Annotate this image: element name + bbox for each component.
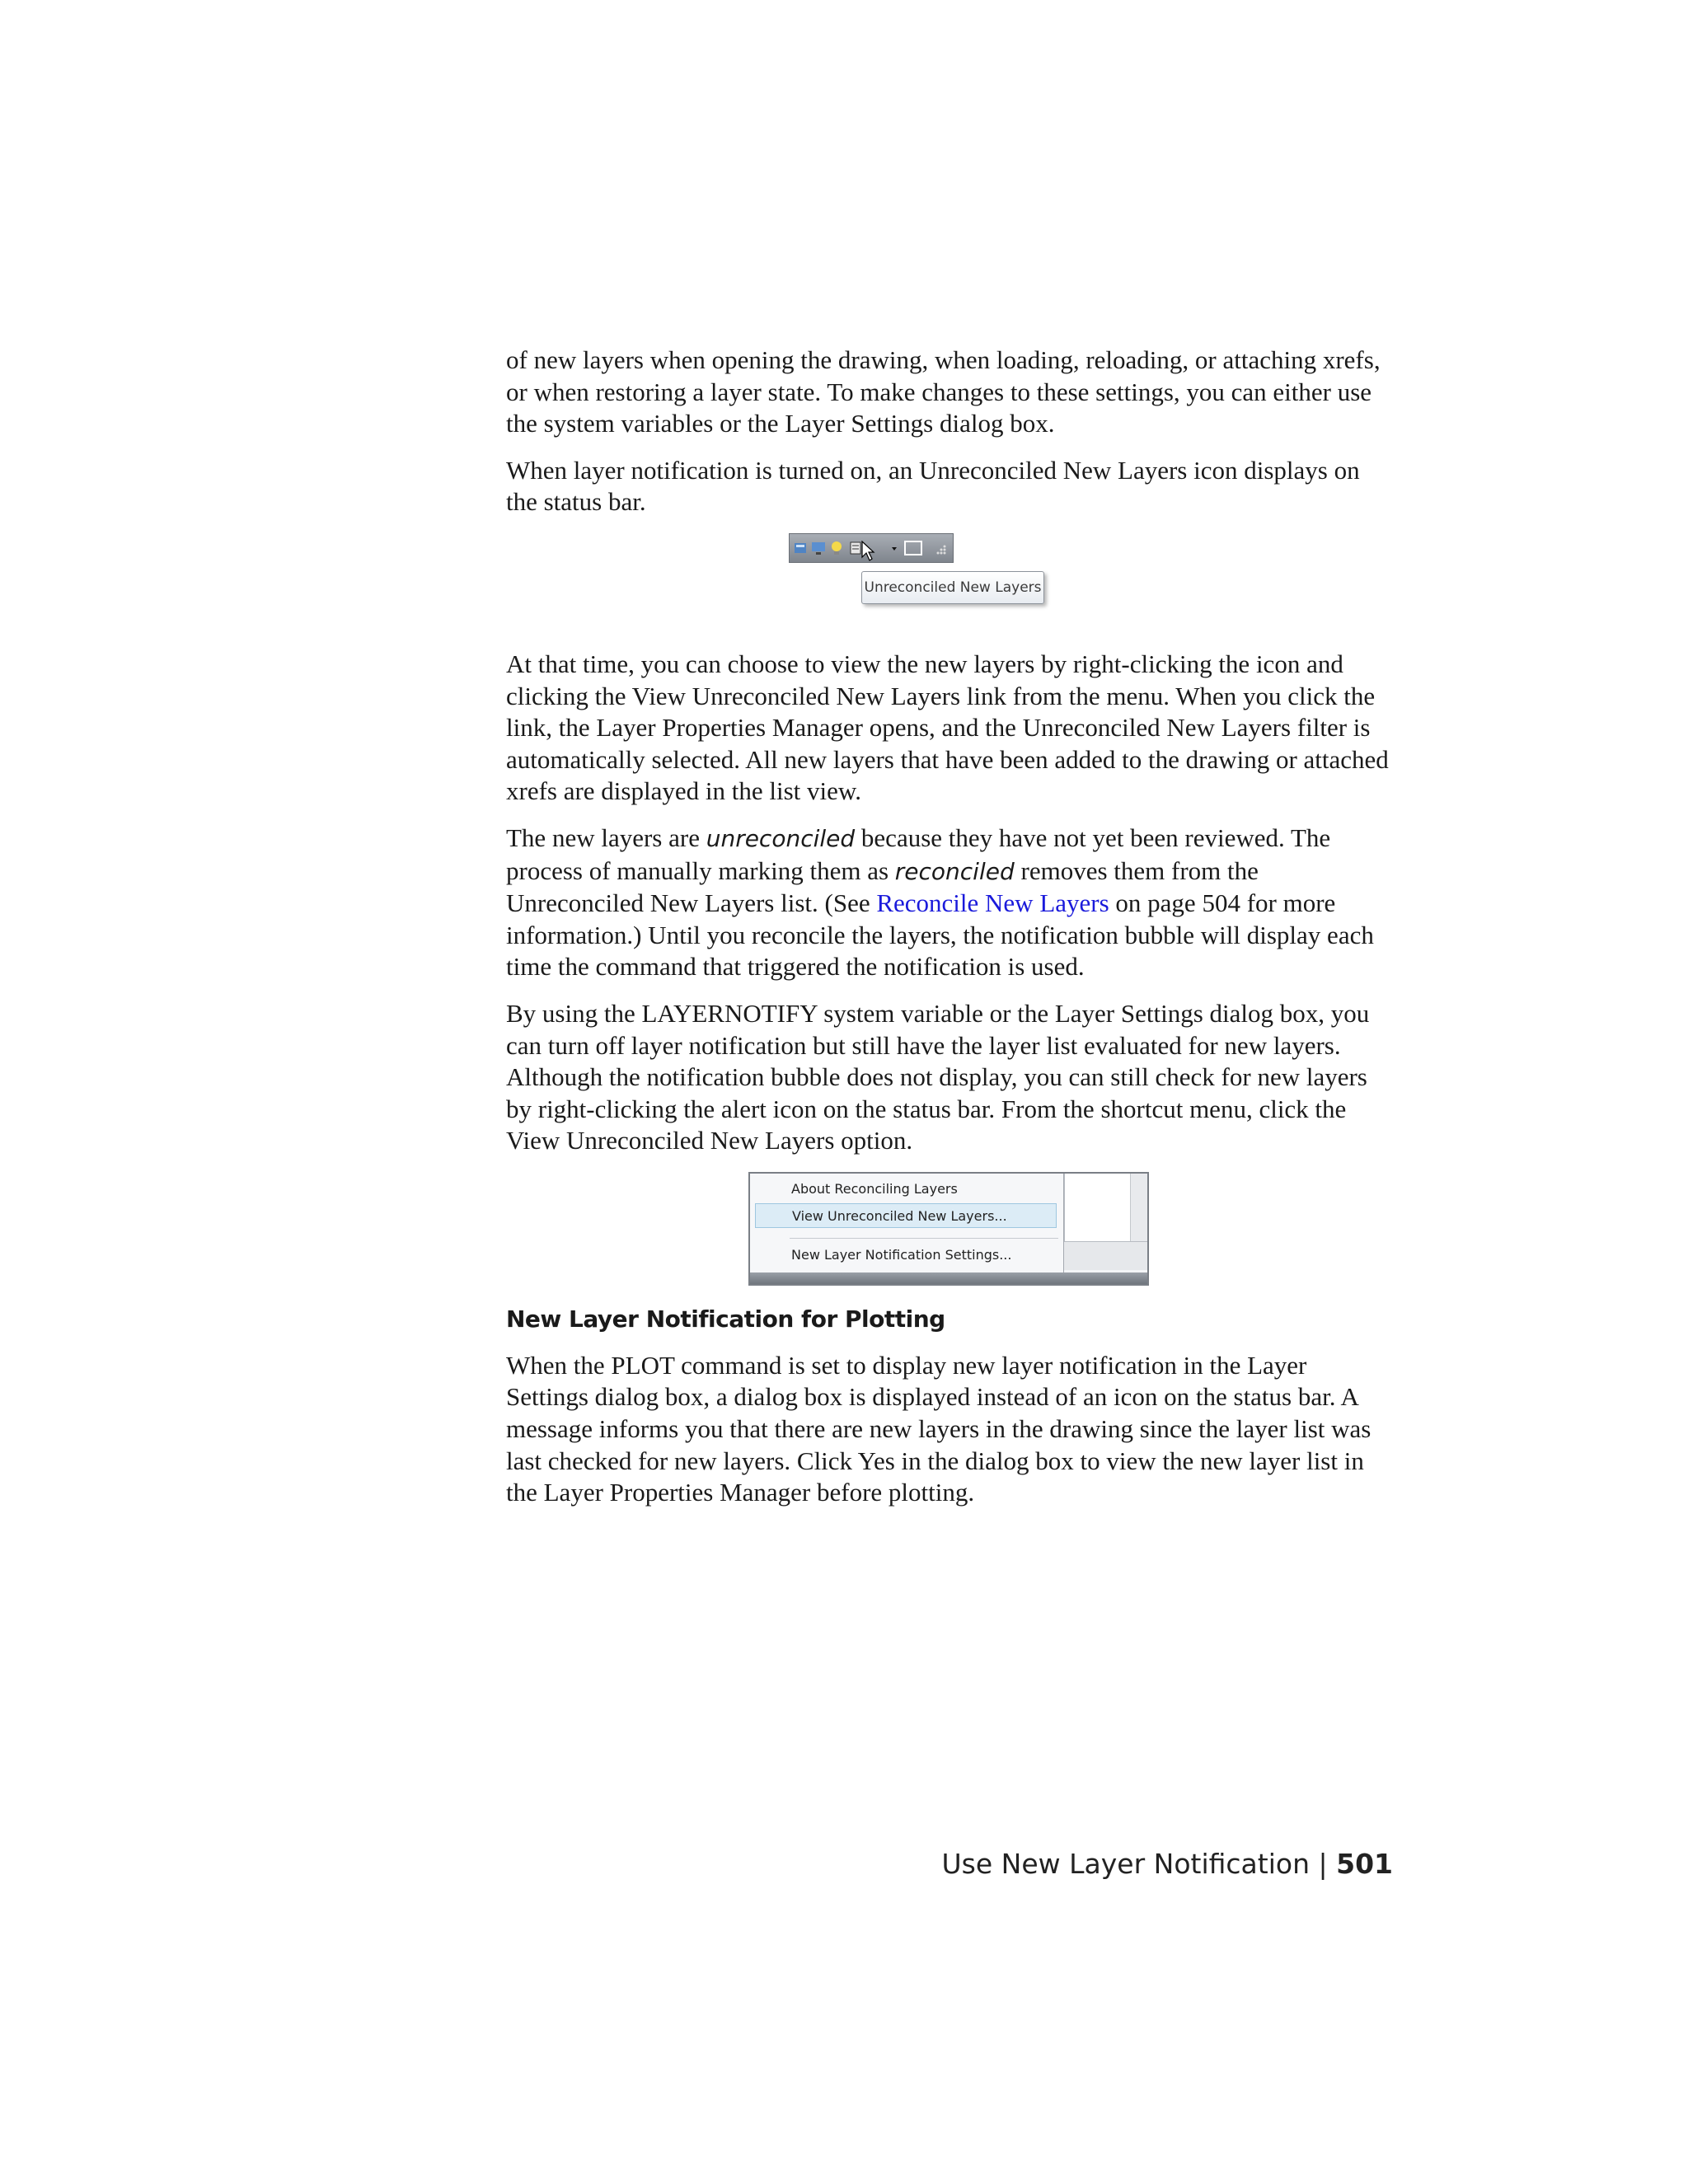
menu-item-view-unreconciled-new-layers[interactable]: View Unreconciled New Layers... [755,1203,1057,1228]
paragraph-4-text-c: removes them from the Unreconciled New Layers list. (See [506,855,1259,918]
lightbulb-icon [829,540,844,556]
paragraph-2: When layer notification is turned on, an Unreconciled New Layers icon displays on the status bar. [506,455,1360,517]
list-pane [1064,1174,1147,1241]
monitor-icon [811,540,826,556]
paragraph-3: At that time, you can choose to view the new layers by right-clicking the icon and clicking the View Unreconciled New Layers link from the menu. When you click the link, the Layer Properties Manager opens, and the Unreconciled New Layers filter is automatically selected. All new layers that have been added to the drawing or attached xrefs are displayed in the list view. [506,649,1389,806]
page-number: 501 [1336,1848,1393,1880]
status-bar [789,533,954,563]
mouse-cursor-icon [860,541,875,562]
page-content [506,344,1393,1524]
layer-icon [793,540,808,556]
vertical-scrollbar[interactable] [1130,1174,1147,1241]
horizontal-scrollbar[interactable] [1063,1241,1147,1270]
paragraph-4-text-d: on page 504 for more information.) Until you reconcile the layers, the notification bubble will display each time the command that triggered the notification is used. [506,888,1374,982]
page-footer [942,1848,1393,1880]
paragraph-6: When the PLOT command is set to display new layer notification in the Layer Settings dialog box, a dialog box is displayed instead of an icon on the status bar. A message informs you that there are new layers in the drawing since the layer list was last checked for new layers. Click Yes in the dialog box to view the new layer list in the Layer Properties Manager before plotting. [506,1350,1372,1507]
paragraph-5: By using the LAYERNOTIFY system variable or the Layer Settings dialog box, you can turn off layer notification but still have the layer list evaluated for new layers. Although the notification bubble does not display, you can still check for new layers by right-clicking the alert icon on the status bar. From the shortcut menu, click the View Unreconciled New Layers option. [506,998,1370,1155]
reconcile-new-layers-link[interactable]: Reconcile New Layers [876,888,1109,918]
shortcut-menu-figure [748,1172,1149,1286]
footer-separator: | [1318,1848,1328,1880]
paragraph-1: of new layers when opening the drawing, when loading, reloading, or attaching xrefs, or when restoring a layer state. To make changes to these settings, you can either use the system variables or the Layer Settings dialog box. [506,345,1381,438]
paragraph-4-text-b: because they have not yet been reviewed. The process of manually marking them as [506,823,1331,885]
emphasis-unreconciled: unreconciled [706,824,856,852]
menu-separator [790,1238,1058,1239]
paragraph-4-text-a: The new layers are [506,823,706,852]
menu-item-about-reconciling-layers[interactable]: About Reconciling Layers [791,1180,958,1197]
section-heading: New Layer Notification for Plotting [506,1305,945,1333]
chevron-down-icon[interactable] [887,540,902,556]
emphasis-reconciled: reconciled [894,857,1015,885]
menu-item-new-layer-notification-settings[interactable]: New Layer Notification Settings... [791,1246,1012,1263]
resize-grip-icon[interactable] [933,540,948,556]
shortcut-menu [750,1174,1064,1272]
status-bar-figure [789,533,1053,632]
status-bar [750,1272,1147,1284]
paragraph-4 [506,823,1393,983]
tooltip: Unreconciled New Layers [861,571,1044,604]
clean-screen-icon[interactable] [903,540,923,556]
footer-section-title: Use New Layer Notification [941,1848,1310,1880]
